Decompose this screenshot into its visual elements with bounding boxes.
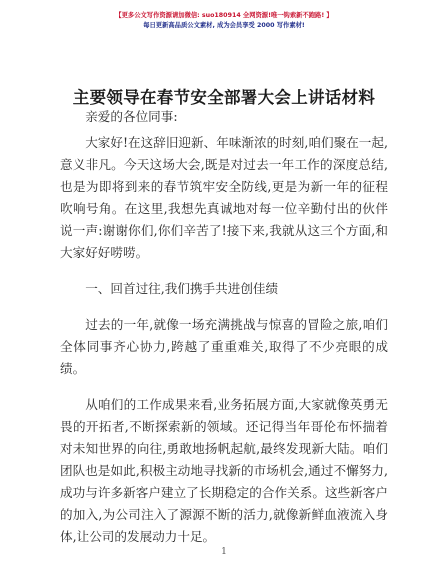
document-body [60,106,388,562]
page-number: 1 [221,547,227,557]
greeting: 亲爱的各位同事: [85,109,178,124]
promo-banner-line-1: 【更多公文写作资源请加微信: suo180914 全网资源!唯一钩索新不跑路! 】 [115,12,333,19]
paragraph-achievements: 从咱们的工作成果来看,业务拓展方面,大家就像英勇无畏的开拓者,不断探索新的领域。还记得当年哥伦布怀揣着对未知世界的向往,勇敢地扬帆起航,最终发现新大陆。咱们团队也是如此,积极主动地寻找新的市场机会,通过不懈努力,成功与许多新客户建立了长期稳定的合作关系。这些新客户的加入,为公司注入了源源不断的活力,就像新鲜血液流入身体,让公司的发展动力十足。 [60,397,388,544]
document-title: 主要领导在春节安全部署大会上讲话材料 [72,88,376,107]
promo-banner-line-2: 每日更新高品质公文素材, 成为会员享受 2000 写作素材! [143,22,305,29]
section-heading-1: 一、回首过往,我们携手共进创佳绩 [85,281,279,296]
paragraph-past-year: 过去的一年,就像一场充满挑战与惊喜的冒险之旅,咱们全体同事齐心协力,跨越了重重难关,取得了不少亮眼的成绩。 [60,317,388,376]
paragraph-opening: 大家好!在这辞旧迎新、年味渐浓的时刻,咱们聚在一起,意义非凡。今天这场大会,既是对过去一年工作的深度总结,也是为即将到来的春节筑牢安全防线,更是为新一年的征程吹响号角。在这里,我想先真诚地对每一位辛勤付出的伙伴说一声:谢谢你们,你们辛苦了!接下来,我就从这三个方面,和大家好好唠唠。 [60,135,388,260]
